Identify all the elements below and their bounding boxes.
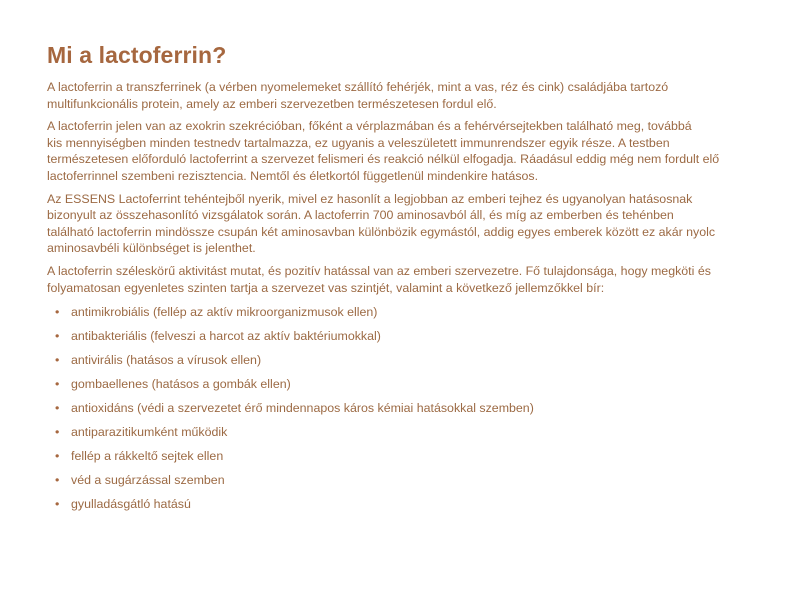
paragraph-line: lactoferrinnel szembeni rezisztencia. Nemtől és életkortól függetlenül mindenkire hatásos.: [47, 168, 539, 183]
list-item-text: antimikrobiális (fellép az aktív mikroorganizmusok ellen): [71, 305, 378, 320]
paragraph-line: kis mennyiségben minden testnedv tartalmazza, ez ugyanis a veleszületett immunrendszer egyik része. A testben: [47, 135, 670, 150]
paragraph-line: Az ESSENS Lactoferrint tehéntejből nyerik, mivel ez hasonlít a legjobban az emberi tejhez és ugyanolyan hatásosnak: [47, 191, 693, 206]
list-item-text: véd a sugárzással szemben: [71, 473, 225, 488]
bullet-icon: •: [55, 305, 60, 320]
list-item: [47, 448, 760, 472]
bullet-icon: •: [55, 353, 60, 368]
list-item: [47, 328, 760, 352]
paragraph-essens: [47, 191, 760, 257]
bullet-icon: •: [55, 329, 60, 344]
list-item: [47, 352, 760, 376]
paragraph-line: található lactoferrin mindössze csupán két aminosavban különbözik egymástól, addig egyes emberek között ez akár nyolc: [47, 224, 716, 239]
page-title: Mi a lactoferrin?: [47, 42, 227, 68]
list-item-text: gyulladásgátló hatású: [71, 497, 191, 512]
list-item-text: gombaellenes (hatásos a gombák ellen): [71, 377, 291, 392]
paragraph-line: A lactoferrin jelen van az exokrin szekrécióban, főként a vérplazmában és a fehérvérsejtekben található meg, továbbá: [47, 119, 692, 134]
paragraph-presence: [47, 118, 760, 184]
list-item-text: antibakteriális (felveszi a harcot az aktív baktériumokkal): [71, 329, 381, 344]
list-item: [47, 472, 760, 496]
list-item-text: antiparazitikumként működik: [71, 425, 228, 440]
paragraph-activity: [47, 263, 760, 296]
paragraph-line: természetesen előforduló lactoferrint a szervezet felismeri és reakció nélkül elfogadja. Ráadásul eddig még nem fordult elő: [47, 152, 720, 167]
list-item-text: antivirális (hatásos a vírusok ellen): [71, 353, 262, 368]
paragraph-line: bizonyult az összehasonlító vizsgálatok során. A lactoferrin 700 aminosavból áll, és míg az emberben és tehénben: [47, 208, 674, 223]
list-item: [47, 424, 760, 448]
bullet-icon: •: [55, 401, 60, 416]
paragraph-line: multifunkcionális protein, amely az emberi szervezetben természetesen fordul elő.: [47, 96, 497, 111]
list-item: [47, 496, 760, 520]
bullet-icon: •: [55, 377, 60, 392]
list-item: [47, 400, 760, 424]
paragraph-line: A lactoferrin a transzferrinek (a vérben nyomelemeket szállító fehérjék, mint a vas, réz és cink) családjába tartozó: [47, 80, 669, 94]
list-item: [47, 376, 760, 400]
paragraph-line: folyamatosan egyenletes szinten tartja a szervezet vas szintjét, valamint a következő jellemzőkkel bír:: [47, 280, 605, 295]
paragraph-intro: [47, 79, 760, 112]
list-item-text: antioxidáns (védi a szervezetet érő mindennapos káros kémiai hatásokkal szemben): [71, 401, 534, 416]
bullet-icon: •: [55, 449, 60, 464]
paragraph-line: aminosavbéli különbséget is jelenthet.: [47, 241, 256, 256]
bullet-icon: •: [55, 497, 60, 512]
paragraph-line: A lactoferrin széleskörű aktivitást mutat, és pozitív hatással van az emberi szervezetre. Fő tulajdonsága, hogy megköti és: [47, 263, 711, 278]
properties-list: [47, 304, 760, 520]
list-item-text: fellép a rákkeltő sejtek ellen: [71, 449, 224, 464]
bullet-icon: •: [55, 473, 60, 488]
list-item: [47, 304, 760, 328]
bullet-icon: •: [55, 425, 60, 440]
